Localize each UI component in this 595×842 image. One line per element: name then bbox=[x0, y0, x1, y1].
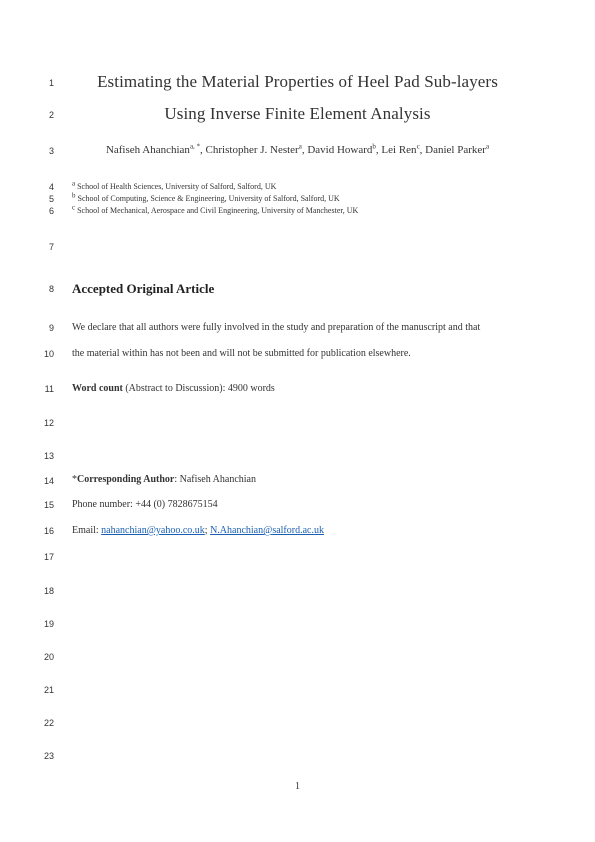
line-number: 12 bbox=[43, 418, 54, 428]
affiliation-mark: c bbox=[72, 203, 76, 212]
phone-number: Phone number: +44 (0) 7828675154 bbox=[72, 499, 218, 510]
line-number: 7 bbox=[48, 242, 54, 252]
affiliation bbox=[72, 191, 340, 203]
line-number: 3 bbox=[48, 146, 54, 156]
corresponding-label: Corresponding Author bbox=[77, 474, 175, 485]
author-affiliation-mark: a bbox=[298, 142, 302, 151]
author-separator: , bbox=[200, 144, 206, 156]
affiliation bbox=[72, 179, 277, 191]
email-link-salford[interactable]: N.Ahanchian@salford.ac.uk bbox=[210, 525, 324, 536]
affiliation-text: School of Computing, Science & Engineering, University of Salford, Salford, UK bbox=[77, 194, 340, 203]
author-separator: , bbox=[419, 144, 426, 156]
line-number: 17 bbox=[43, 552, 54, 562]
author-affiliation-mark: c bbox=[416, 142, 420, 151]
line-number: 13 bbox=[43, 451, 54, 461]
affiliation-mark: b bbox=[72, 191, 76, 200]
line-number: 16 bbox=[43, 526, 54, 536]
line-number: 20 bbox=[43, 652, 54, 662]
line-number: 6 bbox=[48, 206, 54, 216]
author-name: Nafiseh Ahanchian bbox=[105, 144, 190, 156]
word-count-label: Word count bbox=[72, 383, 123, 394]
word-count bbox=[72, 383, 275, 394]
affiliation-text: School of Mechanical, Aerospace and Civil Engineering, University of Manchester, UK bbox=[77, 206, 359, 215]
line-number: 21 bbox=[43, 685, 54, 695]
affiliation-text: School of Health Sciences, University of Salford, Salford, UK bbox=[77, 182, 277, 191]
email-line bbox=[72, 525, 324, 536]
paper-title-line-2: Using Inverse Finite Element Analysis bbox=[164, 104, 431, 123]
corresponding-name: : Nafiseh Ahanchian bbox=[174, 474, 256, 485]
page-number: 1 bbox=[295, 781, 300, 792]
affiliation-mark: a bbox=[72, 179, 76, 188]
section-heading: Accepted Original Article bbox=[72, 281, 215, 296]
word-count-scope: (Abstract to Discussion) bbox=[122, 383, 223, 394]
affiliation bbox=[72, 203, 359, 215]
corresponding-author bbox=[72, 474, 256, 485]
line-number: 23 bbox=[43, 751, 54, 761]
line-number: 4 bbox=[48, 182, 54, 192]
line-number: 2 bbox=[48, 110, 54, 120]
line-number: 10 bbox=[43, 349, 54, 359]
email-separator: ; bbox=[204, 525, 211, 536]
line-number: 1 bbox=[48, 78, 54, 88]
line-number: 15 bbox=[43, 500, 54, 510]
line-number: 8 bbox=[48, 284, 54, 294]
line-number: 14 bbox=[43, 476, 54, 486]
author-name: Daniel Parker bbox=[425, 144, 486, 156]
author-name: Lei Ren bbox=[381, 144, 417, 156]
author-affiliation-mark: a, * bbox=[189, 142, 201, 151]
author-name: Christopher J. Nester bbox=[205, 144, 299, 156]
line-number: 5 bbox=[48, 194, 54, 204]
author-list bbox=[0, 144, 595, 156]
word-count-value: : 4900 words bbox=[222, 383, 275, 394]
email-link-yahoo[interactable]: nahanchian@yahoo.co.uk bbox=[101, 525, 205, 536]
author-name: David Howard bbox=[307, 144, 373, 156]
author-separator: , bbox=[301, 144, 308, 156]
paper-title-line-1: Estimating the Material Properties of Heel Pad Sub-layers bbox=[97, 72, 498, 91]
line-number: 22 bbox=[43, 718, 54, 728]
author-affiliation-mark: b bbox=[372, 142, 376, 151]
declaration-line: We declare that all authors were fully involved in the study and preparation of the manuscript and that bbox=[72, 322, 481, 333]
line-number: 19 bbox=[43, 619, 54, 629]
line-number: 18 bbox=[43, 586, 54, 596]
author-affiliation-mark: a bbox=[485, 142, 490, 151]
declaration-line: the material within has not been and will not be submitted for publication elsewhere. bbox=[72, 348, 411, 359]
line-number: 11 bbox=[44, 384, 54, 394]
line-number: 9 bbox=[48, 323, 54, 333]
author-separator: , bbox=[375, 144, 382, 156]
email-label: Email: bbox=[72, 525, 102, 536]
corresponding-star: * bbox=[72, 474, 77, 485]
